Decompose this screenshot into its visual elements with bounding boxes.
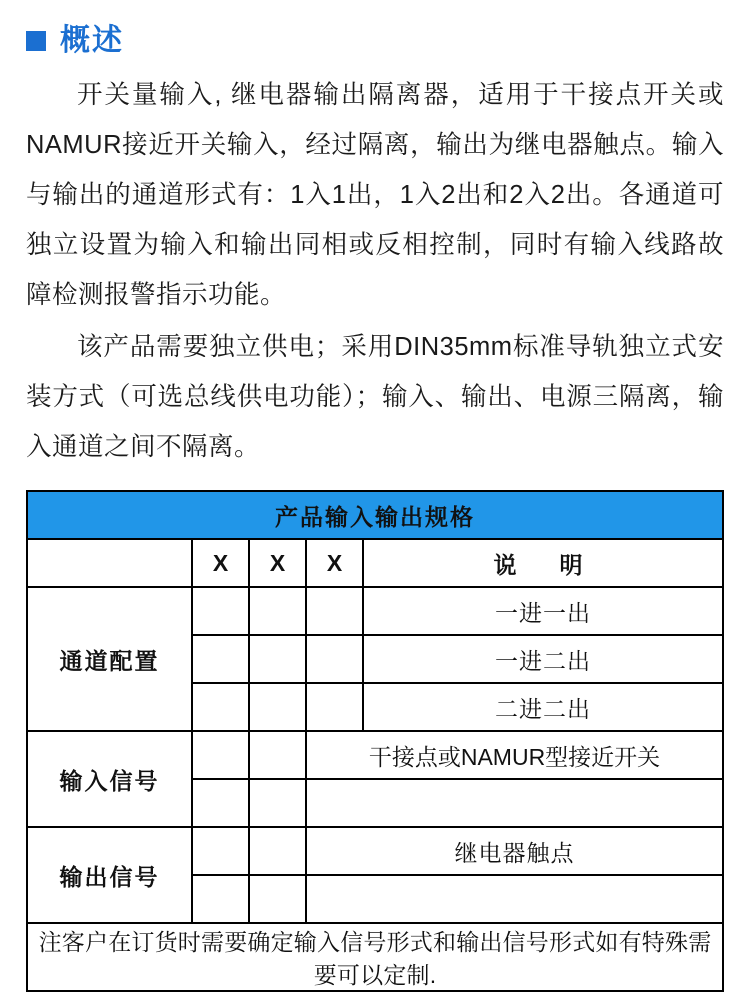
blue-square-bullet-icon [26,31,46,51]
cell-x2 [249,587,306,635]
header-x-2: X [249,539,306,587]
table-row [27,587,723,635]
cell-description: 二进二出 [363,683,723,731]
cell-x1 [192,731,249,779]
cell-x2 [249,827,306,875]
cell-description: 一进二出 [363,635,723,683]
table-title: 产品输入输出规格 [27,491,723,539]
header-x-3: X [306,539,363,587]
table-row [27,827,723,875]
table-row [27,731,723,779]
overview-text [26,70,724,472]
paragraph-1: 开关量输入, 继电器输出隔离器，适用于干接点开关或NAMUR接近开关输入，经过隔离，输出为继电器触点。输入与输出的通道形式有：1入1出，1入2出和2入2出。各通道可独立设置为输入和输出同相或反相控制，同时有输入线路故障检测报警指示功能。 [26,81,724,309]
header-x-1: X [192,539,249,587]
cell-x2 [249,683,306,731]
row-label-channel-config: 通道配置 [27,587,192,731]
page-title: 概述 [60,24,124,57]
spec-table-container [26,490,724,992]
section-heading [26,26,728,56]
row-label-input-signal: 输入信号 [27,731,192,827]
cell-x3 [306,683,363,731]
cell-description: 继电器触点 [306,827,723,875]
paragraph-2: 该产品需要独立供电；采用DIN35mm标准导轨独立式安装方式（可选总线供电功能）；输入、输出、电源三隔离，输入通道之间不隔离。 [26,333,724,461]
header-blank [27,539,192,587]
spec-table [26,490,724,992]
table-title-row [27,491,723,539]
cell-x3 [306,635,363,683]
table-note-row [27,923,723,991]
cell-x2 [249,875,306,923]
cell-description: 一进一出 [363,587,723,635]
row-label-output-signal: 输出信号 [27,827,192,923]
cell-description [306,875,723,923]
cell-x1 [192,779,249,827]
cell-x3 [306,587,363,635]
header-description: 说 明 [363,539,723,587]
cell-x1 [192,587,249,635]
cell-description: 干接点或NAMUR型接近开关 [306,731,723,779]
cell-x1 [192,683,249,731]
cell-x2 [249,635,306,683]
cell-x2 [249,779,306,827]
cell-x2 [249,731,306,779]
table-note: 注客户在订货时需要确定输入信号形式和输出信号形式如有特殊需要可以定制. [27,923,723,991]
table-header-row [27,539,723,587]
cell-description [306,779,723,827]
cell-x1 [192,827,249,875]
cell-x1 [192,635,249,683]
cell-x1 [192,875,249,923]
